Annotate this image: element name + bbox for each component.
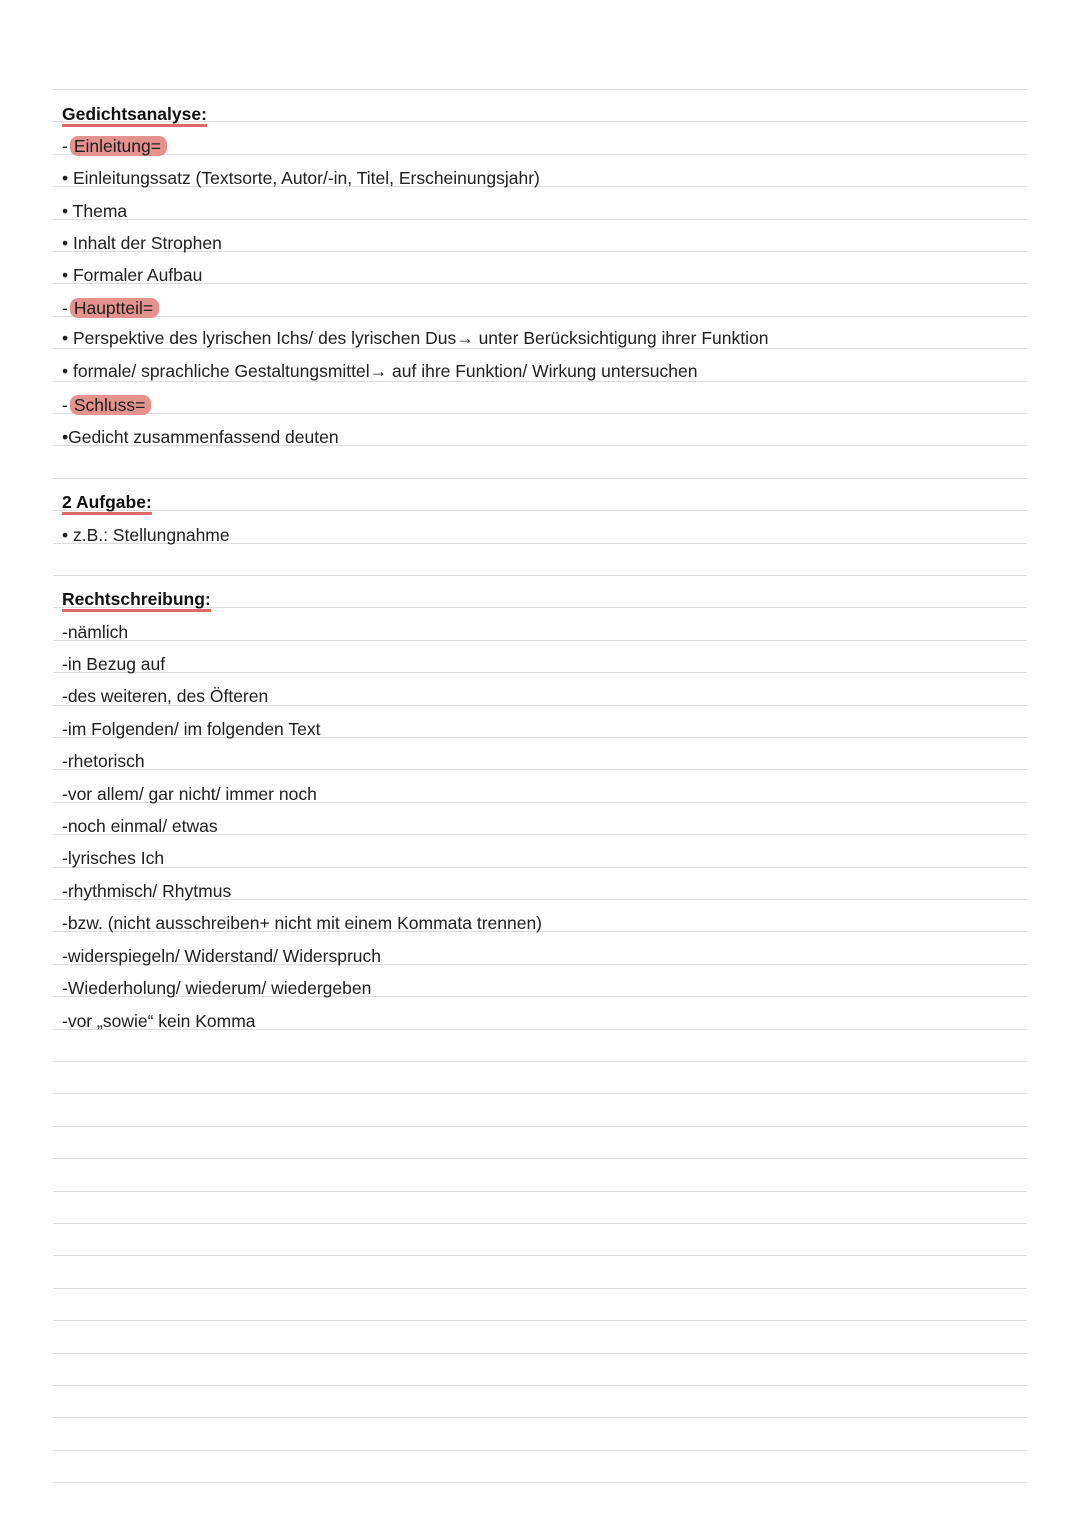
ruled-line [53,154,1027,155]
ruled-line [53,89,1027,90]
ruled-line [53,478,1027,479]
list-item: -lyrisches Ich [62,848,165,868]
ruled-line [53,769,1027,770]
list-item: -nämlich [62,622,129,642]
heading-rechtschreibung: Rechtschreibung: [62,583,211,615]
ruled-line [53,867,1027,868]
list-item: -Wiederholung/ wiederum/ wiedergeben [62,978,372,998]
ruled-line [53,1061,1027,1062]
heading-gedichtsanalyse: Gedichtsanalyse: [62,98,207,130]
list-item: -noch einmal/ etwas [62,816,218,836]
label-einleitung: - Einleitung= [62,130,167,162]
list-item: • Inhalt der Strophen [62,233,222,253]
ruled-line [53,1288,1027,1289]
list-item: • Formaler Aufbau [62,265,203,285]
ruled-line [53,413,1027,414]
ruled-line [53,1223,1027,1224]
list-item: • Thema [62,201,128,221]
ruled-line [53,672,1027,673]
list-item: • formale/ sprachliche Gestaltungsmittel→ auf ihre Funktion/ Wirkung untersuchen [62,361,698,381]
list-item: -rhetorisch [62,751,145,771]
ruled-line [53,1353,1027,1354]
list-item: -rhythmisch/ Rhytmus [62,881,232,901]
ruled-line [53,219,1027,220]
ruled-line [53,1126,1027,1127]
ruled-line [53,640,1027,641]
ruled-line [53,510,1027,511]
ruled-line [53,1385,1027,1386]
list-item: • Perspektive des lyrischen Ichs/ des lyrischen Dus→ unter Berücksichtigung ihrer Funktion [62,328,769,348]
heading-aufgabe: 2 Aufgabe: [62,486,152,518]
ruled-line [53,1191,1027,1192]
list-item: • Einleitungssatz (Textsorte, Autor/-in, Titel, Erscheinungsjahr) [62,168,540,188]
list-item: •Gedicht zusammenfassend deuten [62,427,339,447]
label-hauptteil: - Hauptteil= [62,292,159,324]
list-item: -vor „sowie“ kein Komma [62,1011,256,1031]
label-schluss: - Schluss= [62,389,151,421]
ruled-line [53,1093,1027,1094]
ruled-line [53,316,1027,317]
list-item: -bzw. (nicht ausschreiben+ nicht mit einem Kommata trennen) [62,913,543,933]
ruled-line [53,575,1027,576]
ruled-line [53,1255,1027,1256]
ruled-line [53,1482,1027,1483]
ruled-line [53,1417,1027,1418]
list-item: -im Folgenden/ im folgenden Text [62,719,321,739]
list-item: -in Bezug auf [62,654,166,674]
list-item: -des weiteren, des Öfteren [62,686,269,706]
list-item: -widerspiegeln/ Widerstand/ Widerspruch [62,946,382,966]
list-item: -vor allem/ gar nicht/ immer noch [62,784,317,804]
ruled-line [53,1158,1027,1159]
ruled-line [53,1450,1027,1451]
ruled-line [53,1320,1027,1321]
list-item: • z.B.: Stellungnahme [62,525,230,545]
